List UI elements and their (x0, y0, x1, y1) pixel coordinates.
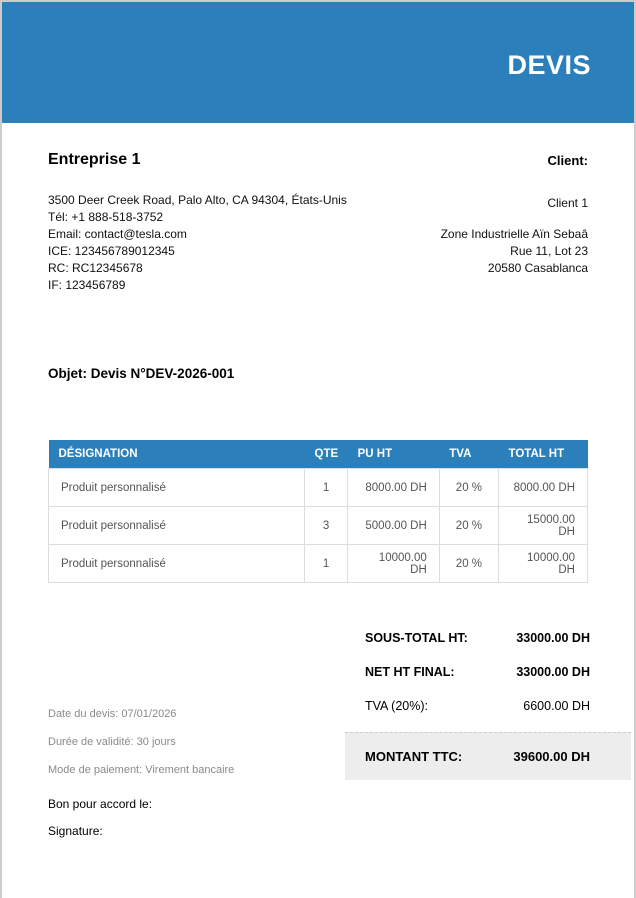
header-band (2, 2, 634, 123)
table-header-tva: TVA (439, 440, 498, 469)
totals-section (345, 630, 631, 780)
signature-label: Signature: (48, 824, 103, 838)
company-phone: Tél: +1 888-518-3752 (48, 210, 164, 224)
company-name: Entreprise 1 (48, 151, 141, 168)
cell-tva: 20 % (439, 507, 498, 545)
company-ice: ICE: 123456789012345 (48, 244, 175, 258)
tva-label: TVA (20%): (365, 699, 428, 713)
net-ht-value: 33000.00 DH (516, 665, 590, 679)
quote-payment-mode: Mode de paiement: Virement bancaire (48, 764, 235, 776)
table-header-qte: QTE (305, 440, 348, 469)
cell-qte: 1 (305, 545, 348, 583)
cell-designation: Produit personnalisé (49, 469, 305, 507)
subtotal-row (345, 630, 631, 646)
subtotal-label: SOUS-TOTAL HT: (365, 631, 468, 645)
cell-tva: 20 % (439, 545, 498, 583)
table-row (49, 507, 588, 545)
quote-date: Date du devis: 07/01/2026 (48, 708, 177, 720)
tva-value: 6600.00 DH (523, 699, 590, 713)
net-ht-row (345, 664, 631, 680)
approval-label: Bon pour accord le: (48, 797, 153, 811)
company-rc: RC: RC12345678 (48, 261, 143, 275)
company-if: IF: 123456789 (48, 278, 126, 292)
cell-qte: 3 (305, 507, 348, 545)
cell-total-ht: 8000.00 DH (499, 469, 588, 507)
montant-ttc-value: 39600.00 DH (513, 749, 590, 764)
signoff-section (48, 797, 152, 851)
cell-total-ht: 15000.00 DH (499, 507, 588, 545)
table-header-total-ht: TOTAL HT (499, 440, 588, 469)
montant-ttc-row (345, 732, 631, 780)
table-header-row (49, 440, 588, 469)
table-row (49, 545, 588, 583)
cell-total-ht: 10000.00 DH (499, 545, 588, 583)
table-row (49, 469, 588, 507)
client-address-line1: Zone Industrielle Aïn Sebaâ (440, 227, 588, 241)
cell-qte: 1 (305, 469, 348, 507)
quote-meta-info (48, 708, 234, 792)
cell-designation: Produit personnalisé (49, 507, 305, 545)
client-address-line3: 20580 Casablanca (487, 261, 588, 275)
client-heading: Client: (547, 153, 588, 168)
client-name: Client 1 (547, 196, 588, 210)
table-header-pu-ht: PU HT (348, 440, 440, 469)
cell-tva: 20 % (439, 469, 498, 507)
cell-pu-ht: 10000.00 DH (348, 545, 440, 583)
cell-pu-ht: 8000.00 DH (348, 469, 440, 507)
company-details (48, 192, 347, 294)
items-table (48, 440, 588, 583)
quote-subject: Objet: Devis N°DEV-2026-001 (48, 366, 235, 381)
cell-pu-ht: 5000.00 DH (348, 507, 440, 545)
client-address-line2: Rue 11, Lot 23 (510, 244, 588, 258)
client-address (441, 226, 588, 277)
table-header-designation: DÉSIGNATION (49, 440, 305, 469)
company-address: 3500 Deer Creek Road, Palo Alto, CA 94304, États-Unis (48, 193, 347, 207)
document-title: DEVIS (507, 50, 591, 80)
tva-row (345, 698, 631, 714)
company-email: Email: contact@tesla.com (48, 227, 187, 241)
montant-ttc-label: MONTANT TTC: (365, 749, 463, 764)
net-ht-label: NET HT FINAL: (365, 665, 455, 679)
quote-validity: Durée de validité: 30 jours (48, 736, 176, 748)
cell-designation: Produit personnalisé (49, 545, 305, 583)
subtotal-value: 33000.00 DH (516, 631, 590, 645)
